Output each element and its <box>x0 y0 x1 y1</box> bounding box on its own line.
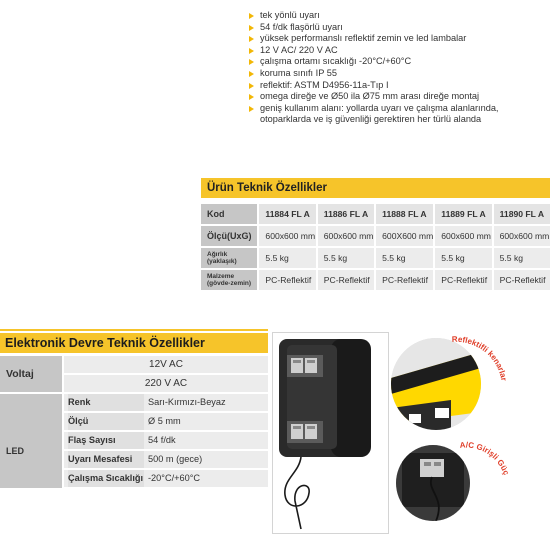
led-spec-value: -20°C/+60°C <box>148 473 201 483</box>
table-cell: PC-Reflektif <box>257 270 315 290</box>
led-spec-row <box>64 394 268 411</box>
table-cell: 11888 FL A <box>374 204 433 224</box>
led-spec-key: Renk <box>68 394 144 411</box>
row-label-main: Ağırlık <box>207 250 228 258</box>
feature-item: çalışma ortamı sıcaklığı -20°C/+60°C <box>248 56 548 68</box>
led-spec-row <box>64 432 268 449</box>
led-label: LED <box>0 394 62 488</box>
product-spec-title: Ürün Teknik Özellikler <box>201 178 550 198</box>
feature-item: 12 V AC/ 220 V AC <box>248 45 548 57</box>
table-cell: 11889 FL A <box>433 204 491 224</box>
row-label <box>201 248 257 268</box>
reflective-edges-label: Reflektifli kenarlar <box>451 334 509 382</box>
table-cell: 600x600 mm <box>492 226 550 246</box>
led-spec-value: Ø 5 mm <box>148 416 181 426</box>
feature-item: 54 f/dk flaşörlü uyarı <box>248 22 548 34</box>
product-spec-table <box>201 202 550 292</box>
table-cell: 600X600 mm <box>374 226 433 246</box>
feature-item: koruma sınıfı IP 55 <box>248 68 548 80</box>
table-cell: 11886 FL A <box>316 204 374 224</box>
led-spec-key: Ölçü <box>68 413 144 430</box>
voltage-value: 12V AC <box>64 356 268 373</box>
led-spec-key: Flaş Sayısı <box>68 432 144 449</box>
row-label: Ölçü(UxG) <box>201 226 257 246</box>
table-cell: PC-Reflektif <box>433 270 491 290</box>
feature-item: tek yönlü uyarı <box>248 10 548 22</box>
led-spec-value: Sarı-Kırmızı-Beyaz <box>148 397 226 407</box>
reflective-edges-callout <box>444 328 514 394</box>
svg-text:A/C Girişli Güç <box>459 440 511 476</box>
led-spec-row <box>64 470 268 487</box>
row-label-main: Malzeme <box>207 272 235 280</box>
table-cell: 5.5 kg <box>374 248 433 268</box>
table-cell: 600x600 mm <box>316 226 374 246</box>
product-back-photo <box>272 332 389 534</box>
table-cell: 600x600 mm <box>257 226 315 246</box>
led-spec-key: Çalışma Sıcaklığı <box>68 470 144 487</box>
ac-input-callout <box>452 436 512 498</box>
table-cell: 11884 FL A <box>257 204 315 224</box>
table-row <box>201 248 550 268</box>
device-back-illustration <box>273 333 388 533</box>
led-spec-row <box>64 451 268 468</box>
table-cell: 5.5 kg <box>492 248 550 268</box>
feature-list <box>248 10 548 126</box>
row-label-sub: (gövde-zemin) <box>207 280 252 287</box>
table-cell: PC-Reflektif <box>374 270 433 290</box>
electronics-spec-title: Elektronik Devre Teknik Özellikler <box>0 333 268 353</box>
led-spec-value: 54 f/dk <box>148 435 176 445</box>
row-label-sub: (yaklaşık) <box>207 258 237 265</box>
led-spec-row <box>64 413 268 430</box>
voltage-value: 220 V AC <box>64 375 268 392</box>
feature-item: reflektif: ASTM D4956-11a-Tıp I <box>248 80 548 92</box>
table-cell: PC-Reflektif <box>316 270 374 290</box>
voltage-label: Voltaj <box>0 356 62 392</box>
table-cell: PC-Reflektif <box>492 270 550 290</box>
table-cell: 5.5 kg <box>316 248 374 268</box>
table-row <box>201 204 550 224</box>
row-label: Kod <box>201 204 257 224</box>
table-cell: 5.5 kg <box>433 248 491 268</box>
led-spec-value: 500 m (gece) <box>148 454 203 464</box>
table-cell: 11890 FL A <box>492 204 550 224</box>
feature-item: yüksek performanslı reflektif zemin ve led lambalar <box>248 33 548 45</box>
table-cell: 5.5 kg <box>257 248 315 268</box>
table-cell: 600x600 mm <box>433 226 491 246</box>
feature-item: omega direğe ve Ø50 ila Ø75 mm arası direğe montaj <box>248 91 548 103</box>
led-spec-key: Uyarı Mesafesi <box>68 451 144 468</box>
row-label <box>201 270 257 290</box>
table-row <box>201 270 550 290</box>
feature-item: geniş kullanım alanı: yollarda uyarı ve çalışma alanlarında, otoparklarda ve iş güvenliği gerektiren her türlü alanda <box>248 103 548 126</box>
svg-text:Reflektifli kenarlar <box>452 335 509 382</box>
ac-input-label: A/C Girişli Güç <box>459 440 511 477</box>
table-row <box>201 226 550 246</box>
